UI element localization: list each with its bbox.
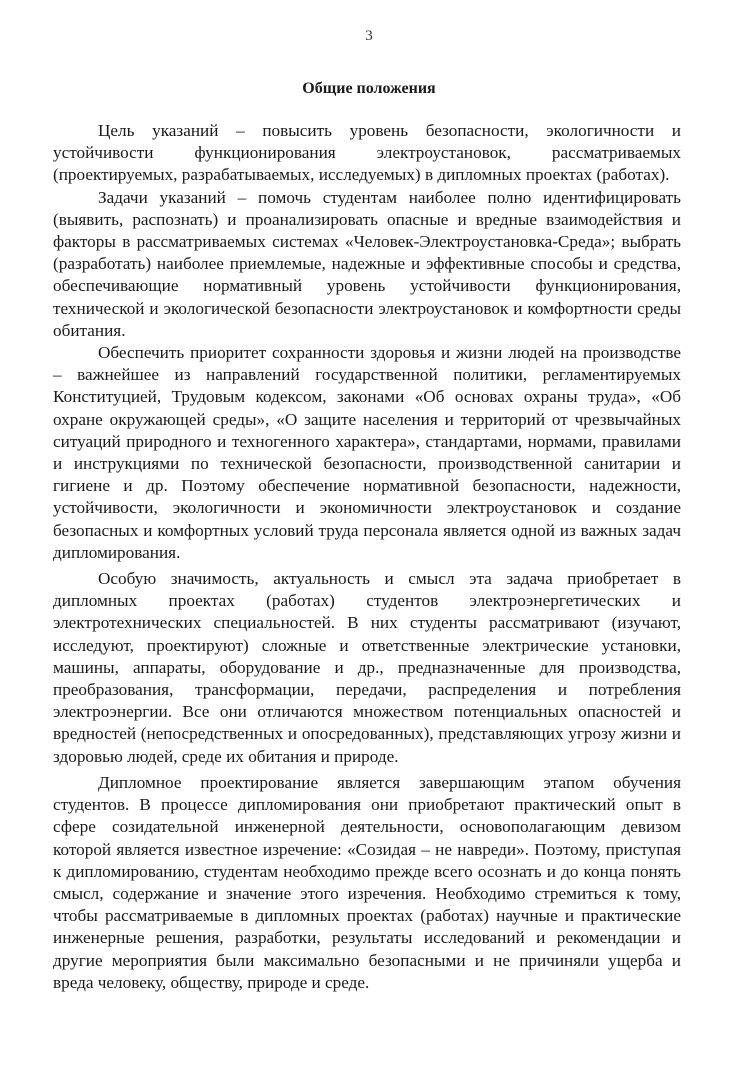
paragraph-goal: Цель указаний – повысить уровень безопасности, экологичности и устойчивости функционирования электроустановок, рассматриваемых (проектируемых, разрабатываемых, исследуемых) в дипломных проектах (работах). (53, 121, 681, 185)
page-number: 3 (365, 28, 373, 44)
paragraph-priority: Обеспечить приоритет сохранности здоровья и жизни людей на производстве – важнейшее из направлений государственной политики, регламентируемых Конституцией, Трудовым кодексом, законами «Об основах охраны труда», «Об охране окружающей среды», «О защите населения и территорий от чрезвычайных ситуаций природного и техногенного характера», стандартами, нормами, правилами и инструкциями по технической безопасности, производственной санитарии и гигиене и др. Поэтому обеспечение нормативной безопасности, надежности, устойчивости, экологичности и экономичности электроустановок и создание безопасных и комфортных условий труда персонала является одной из важных задач дипломирования. (53, 343, 681, 562)
paragraph-tasks: Задачи указаний – помочь студентам наиболее полно идентифицировать (выявить, распознать) и проанализировать опасные и вредные взаимодействия и факторы в рассматриваемых системах «Человек-Электроустановка-Среда»; выбрать (разработать) наиболее приемлемые, надежные и эффективные способы и средства, обеспечивающие нормативный уровень устойчивости функционирования, технической и экологической безопасности электроустановок и комфортности среды обитания. (53, 187, 681, 340)
body-text (53, 120, 681, 994)
paragraph-significance: Особую значимость, актуальность и смысл эта задача приобретает в дипломных проектах (работах) студентов электроэнергетических и электротехнических специальностей. В них студенты рассматривают (изучают, исследуют, проектируют) сложные и ответственные электрические установки, машины, аппараты, оборудование и др., предназначенные для производства, преобразования, трансформации, передачи, распределения и потребления электроэнергии. Все они отличаются множеством потенциальных опасностей и вредностей (непосредственных и опосредованных), представляющих угрозу жизни и здоровью людей, среде их обитания и природе. (53, 569, 681, 766)
paragraph-diploma-design: Дипломное проектирование является завершающим этапом обучения студентов. В процессе дипломирования они приобретают практический опыт в сфере созидательной инженерной деятельности, основополагающим девизом которой является известное изречение: «Созидая – не навреди». Поэтому, приступая к дипломированию, студентам необходимо прежде всего осознать и до конца понять смысл, содержание и значение этого изречения. Необходимо стремиться к тому, чтобы рассматриваемые в дипломных проектах (работах) научные и практические инженерные решения, разработки, результаты исследований и рекомендации и другие мероприятия были максимально безопасными и не причиняли ущерба и вреда человеку, обществу, природе и среде. (53, 772, 681, 992)
section-heading: Общие положения (302, 80, 436, 97)
